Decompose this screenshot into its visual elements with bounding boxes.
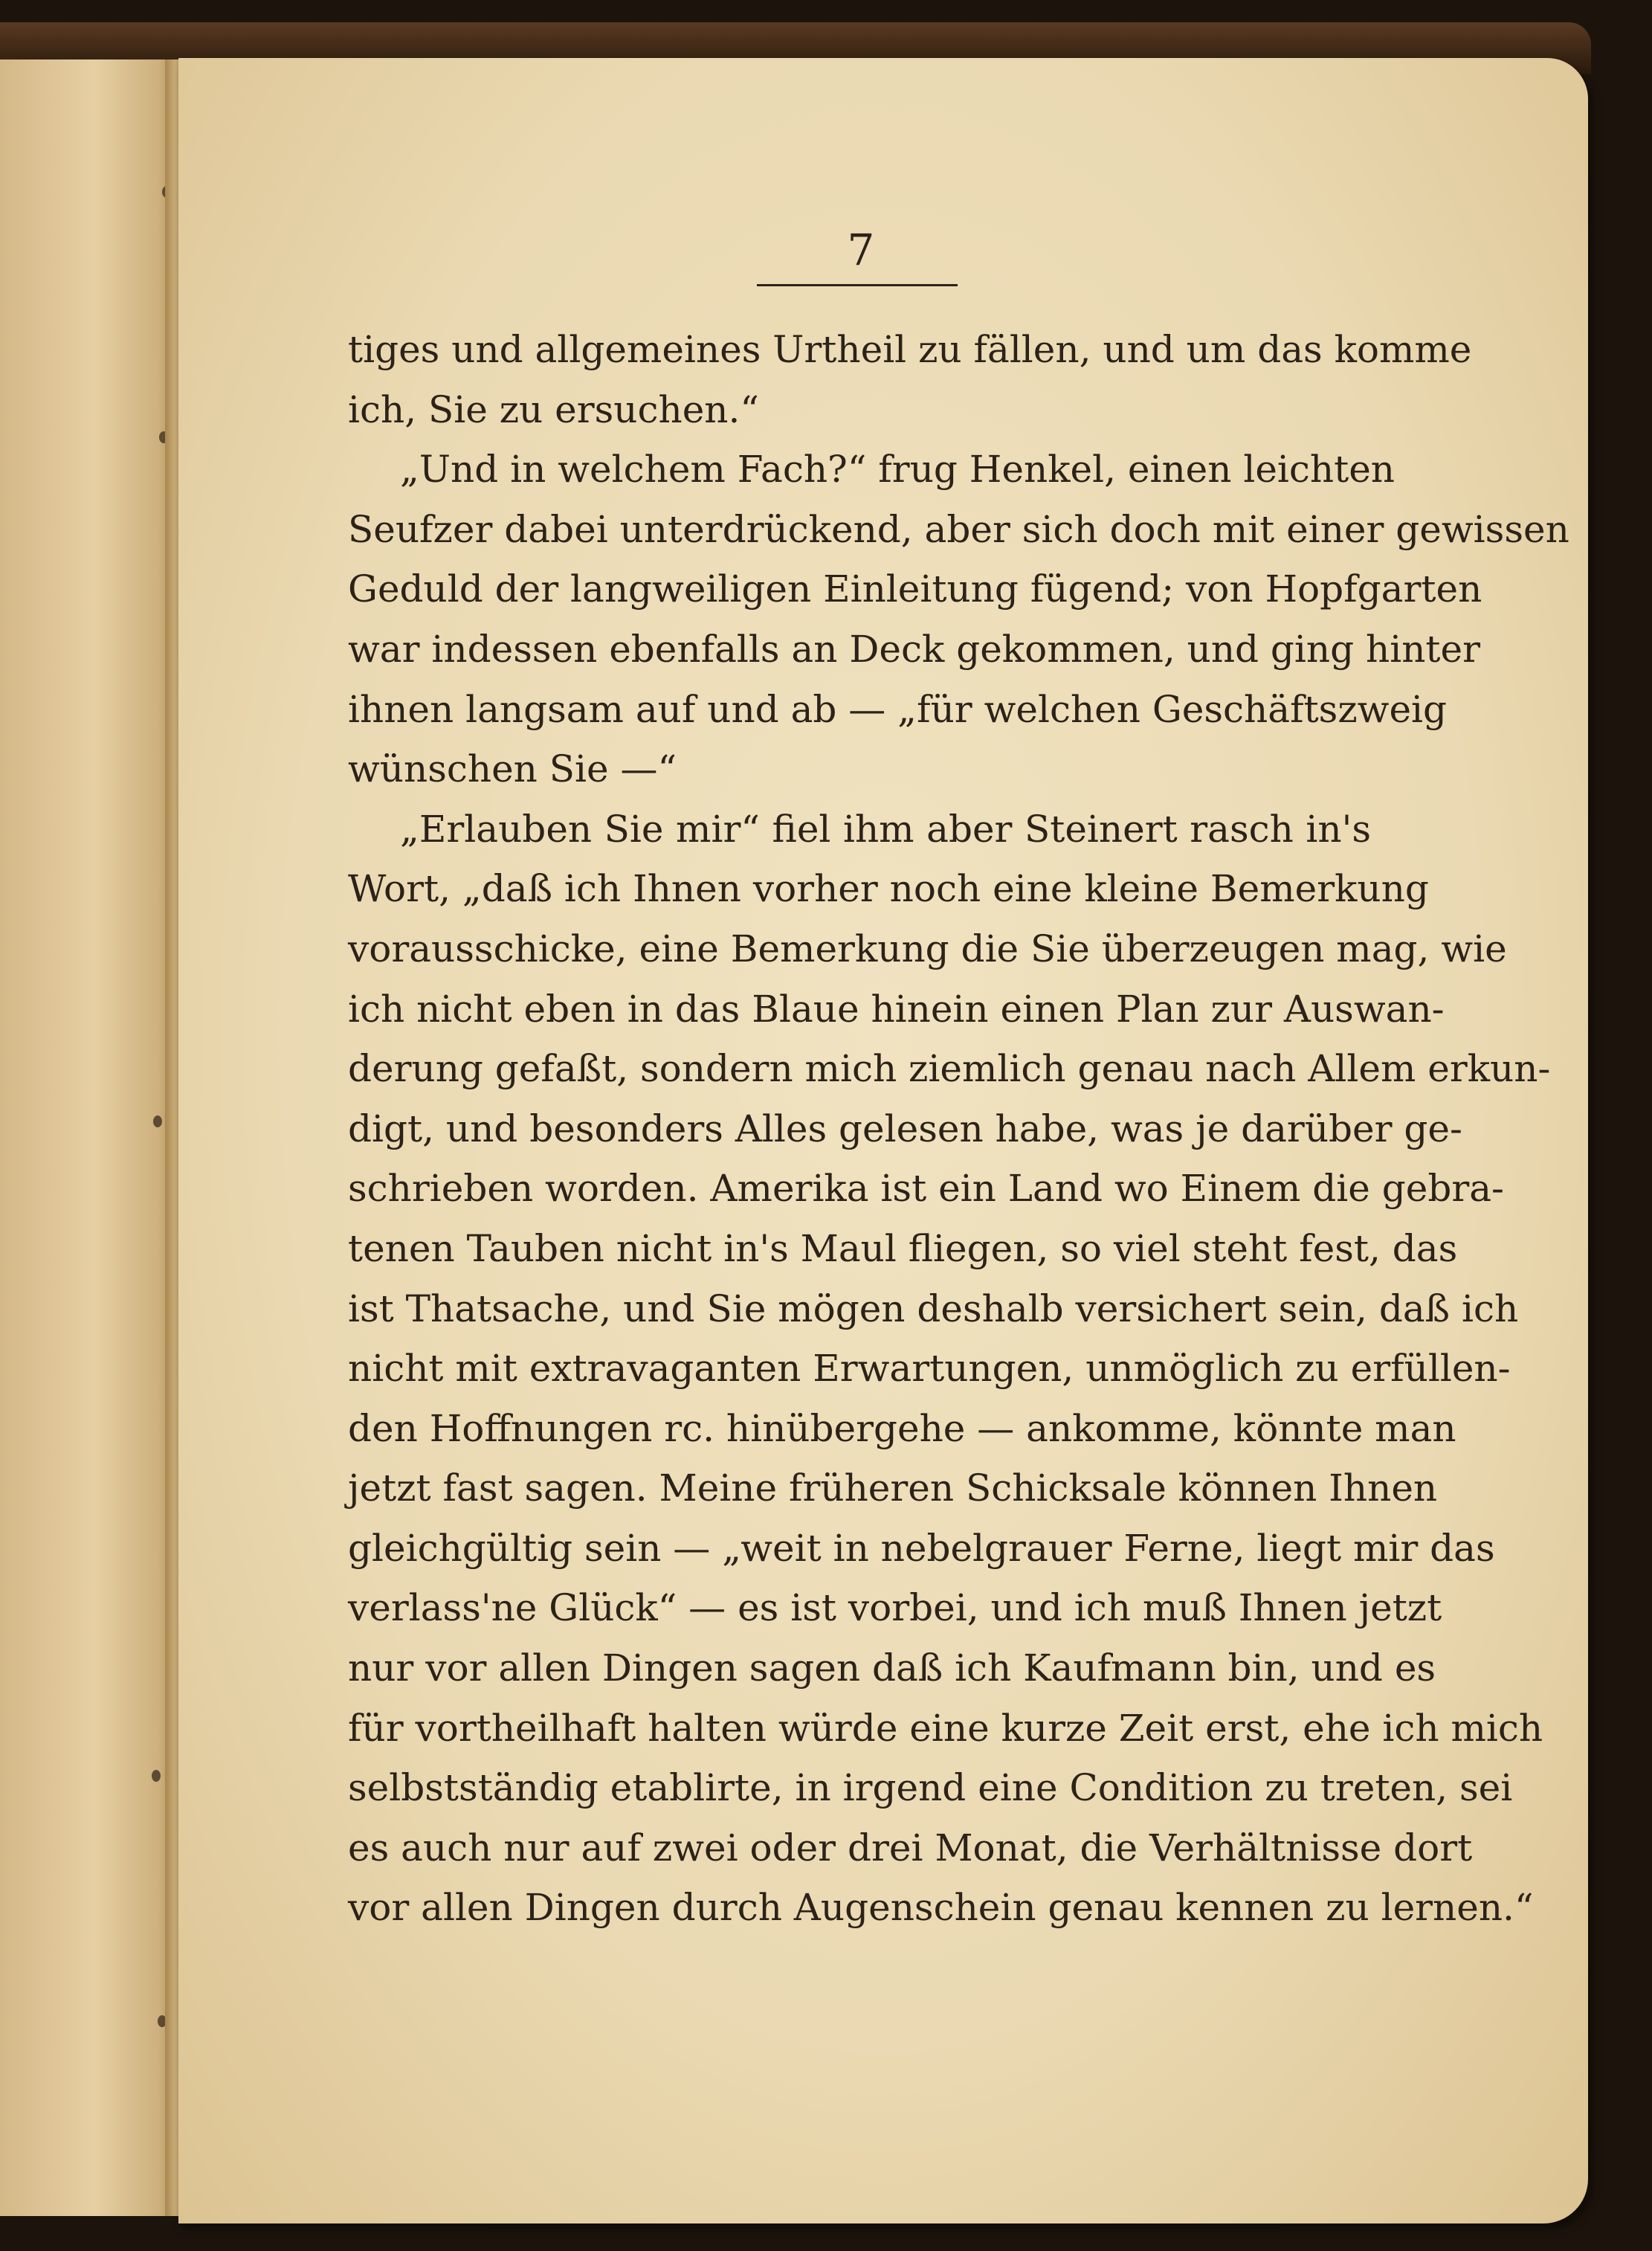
text-line: tiges und allgemeines Urtheil zu fällen, und um das komme — [348, 328, 1472, 371]
text-line: nicht mit extravaganten Erwartungen, unmöglich zu erfüllen- — [348, 1347, 1511, 1391]
text-line: wünschen Sie —“ — [348, 747, 677, 791]
text-line: derung gefaßt, sondern mich ziemlich genau nach Allem erkun- — [348, 1047, 1551, 1091]
text-line: ist Thatsache, und Sie mögen deshalb versichert sein, daß ich — [348, 1286, 1519, 1330]
header-rule — [757, 284, 958, 286]
text-line: ich nicht eben in das Blaue hinein einen Plan zur Auswan- — [348, 987, 1445, 1031]
text-line: ihnen langsam auf und ab — „für welchen Geschäftszweig — [348, 687, 1448, 731]
text-line: „Erlauben Sie mir“ fiel ihm aber Steinert rasch in's — [400, 807, 1371, 851]
page-number: 7 — [847, 225, 875, 275]
text-line: tenen Tauben nicht in's Maul fliegen, so viel steht fest, das — [348, 1226, 1458, 1270]
text-line: vor allen Dingen durch Augenschein genau kennen zu lernen.“ — [348, 1886, 1534, 1930]
left-page-edge — [0, 59, 172, 2216]
text-line: jetzt fast sagen. Meine früheren Schicksale können Ihnen — [348, 1466, 1438, 1510]
body-text — [348, 320, 1569, 1938]
text-line: „Und in welchem Fach?“ frug Henkel, einen leichten — [400, 448, 1395, 492]
text-line: vorausschicke, eine Bemerkung die Sie überzeugen mag, wie — [348, 927, 1507, 970]
text-line: digt, und besonders Alles gelesen habe, was je darüber ge- — [348, 1107, 1462, 1150]
text-line: den Hoffnungen rc. hinübergehe — ankomme, könnte man — [348, 1406, 1456, 1450]
text-line: schrieben worden. Amerika ist ein Land wo Einem die gebra- — [348, 1167, 1504, 1211]
text-line: nur vor allen Dingen sagen daß ich Kaufmann bin, und es — [348, 1646, 1436, 1690]
text-line: selbstständig etablirte, in irgend eine Condition zu treten, sei — [348, 1766, 1513, 1810]
text-line: für vortheilhaft halten würde eine kurze Zeit erst, ehe ich mich — [348, 1706, 1543, 1750]
text-line: verlass'ne Glück“ — es ist vorbei, und ich muß Ihnen jetzt — [348, 1586, 1442, 1630]
text-line: Wort, „daß ich Ihnen vorher noch eine kleine Bemerkung — [348, 867, 1429, 911]
binding-stitch-mark — [153, 1115, 162, 1127]
text-line: es auch nur auf zwei oder drei Monat, die Verhältnisse dort — [348, 1826, 1473, 1870]
text-line: war indessen ebenfalls an Deck gekommen, und ging hinter — [348, 627, 1480, 671]
text-line: ich, Sie zu ersuchen.“ — [348, 387, 759, 431]
text-line: Geduld der langweiligen Einleitung fügend; von Hopfgarten — [348, 567, 1482, 611]
text-line: gleichgültig sein — „weit in nebelgrauer Ferne, liegt mir das — [348, 1526, 1495, 1570]
binding-stitch-mark — [152, 1770, 161, 1782]
text-line: Seufzer dabei unterdrückend, aber sich doch mit einer gewissen — [348, 507, 1569, 551]
